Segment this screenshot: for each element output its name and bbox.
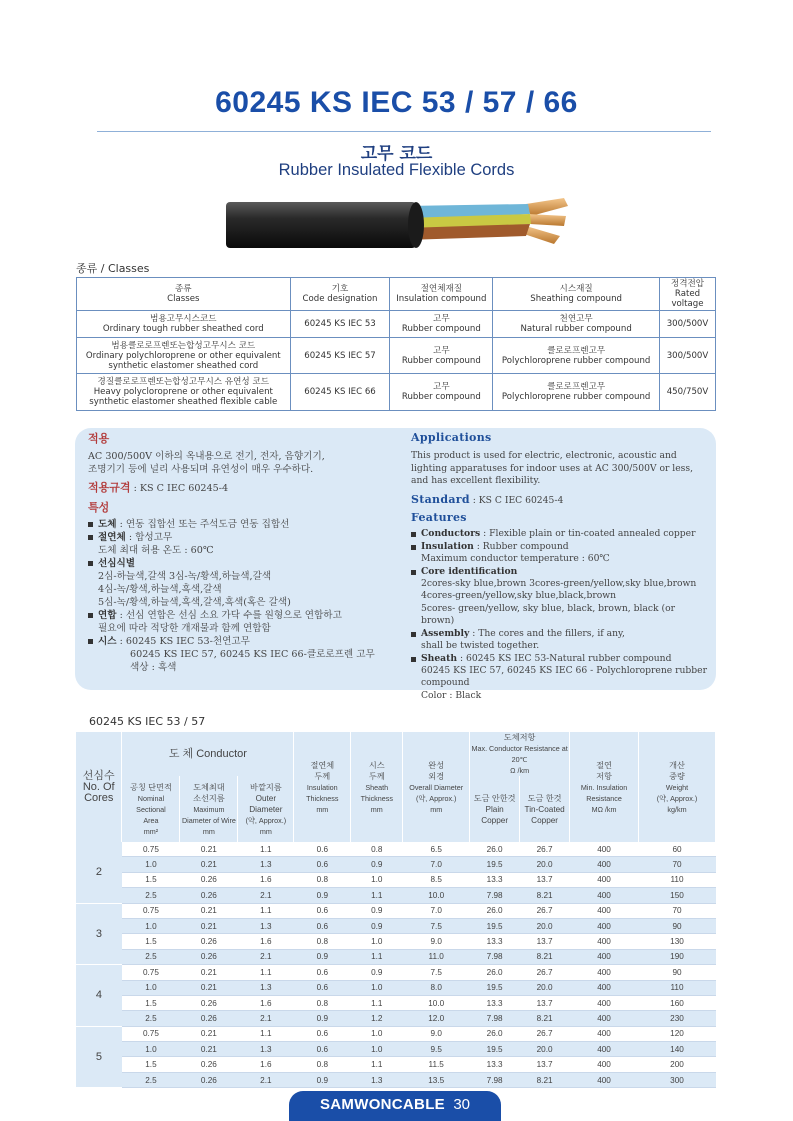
table-cell: 0.9 <box>294 949 351 964</box>
table-cell: 0.8 <box>351 842 403 857</box>
table-cell: 400 <box>570 949 639 964</box>
feature-item: 연합 : 선심 연합은 선심 소요 가닥 수를 원형으로 연합하고 <box>88 609 398 622</box>
feature-item: 시스 : 60245 KS IEC 53-천연고무 <box>88 635 398 648</box>
table-cell: 2.5 <box>122 949 180 964</box>
table-cell: 1.0 <box>122 980 180 995</box>
table-row <box>76 965 716 980</box>
table-cell: 90 <box>639 918 716 933</box>
table-cell: 9.5 <box>403 1042 470 1057</box>
table-cell: 1.1 <box>351 888 403 903</box>
table-cell: 1.0 <box>122 1042 180 1057</box>
cable-illustration <box>226 190 576 260</box>
table-cell: 26.7 <box>520 842 570 857</box>
table-cell: 26.0 <box>470 965 520 980</box>
class-code: 60245 KS IEC 53 <box>290 311 390 338</box>
table-cell: 19.5 <box>470 857 520 872</box>
header-voltage: 정격전압 Rated voltage <box>660 278 716 311</box>
table-row <box>76 872 716 887</box>
table-cell: 8.0 <box>403 980 470 995</box>
applications-title-ko: 적용 <box>88 432 110 445</box>
subtitle-english: Rubber Insulated Flexible Cords <box>278 161 515 179</box>
table-cell: 1.3 <box>238 980 294 995</box>
standard-title-ko: 적용규격 <box>88 481 131 494</box>
table-cell: 13.3 <box>470 872 520 887</box>
class-code: 60245 KS IEC 57 <box>290 338 390 374</box>
table-cell: 8.21 <box>520 1072 570 1087</box>
table-cell: 400 <box>570 857 639 872</box>
table-cell: 1.1 <box>238 965 294 980</box>
insulated-cores <box>406 204 531 240</box>
table-cell: 9.0 <box>403 934 470 949</box>
cores-count: 2 <box>76 842 122 903</box>
table-cell: 0.9 <box>294 1072 351 1087</box>
table-cell: 0.21 <box>180 1026 238 1041</box>
feature-item: Sheath : 60245 KS IEC 53-Natural rubber compound <box>411 653 709 665</box>
header-weight: 개산 중량 Weight (약, Approx.) kg/km <box>639 732 716 842</box>
class-voltage: 450/750V <box>660 374 716 411</box>
table-cell: 1.6 <box>238 995 294 1010</box>
table-cell: 20.0 <box>520 918 570 933</box>
table-cell: 400 <box>570 934 639 949</box>
table-cell: 2.5 <box>122 1072 180 1087</box>
table-cell: 0.9 <box>351 918 403 933</box>
table-cell: 7.5 <box>403 918 470 933</box>
table-cell: 8.21 <box>520 949 570 964</box>
table-row <box>76 1026 716 1041</box>
table-cell: 400 <box>570 995 639 1010</box>
table-cell: 1.6 <box>238 1057 294 1072</box>
table-cell: 13.7 <box>520 934 570 949</box>
feature-item: Insulation : Rubber compound <box>411 541 709 553</box>
table-cell: 1.0 <box>351 980 403 995</box>
table-cell: 130 <box>639 934 716 949</box>
table-cell: 0.26 <box>180 1072 238 1087</box>
table-cell: 7.5 <box>403 965 470 980</box>
table-cell: 400 <box>570 965 639 980</box>
table-cell: 20.0 <box>520 1042 570 1057</box>
table-cell: 10.0 <box>403 888 470 903</box>
table-cell: 0.75 <box>122 965 180 980</box>
footer-brand: SAMWONCABLE <box>320 1096 445 1113</box>
table-cell: 7.98 <box>470 888 520 903</box>
table-cell: 0.8 <box>294 934 351 949</box>
footer <box>289 1096 501 1113</box>
table-cell: 2.1 <box>238 949 294 964</box>
table-cell: 0.21 <box>180 842 238 857</box>
table-row <box>76 1057 716 1072</box>
table-cell: 0.21 <box>180 965 238 980</box>
class-name: 경질클로로프렌또는합성고무시스 유연성 코드 Heavy polycloroprene or other equivalent synthetic elastomer sheathed flexible cable <box>77 374 291 411</box>
class-sheath: 천연고무 Natural rubber compound <box>493 311 660 338</box>
table-cell: 2.5 <box>122 1011 180 1026</box>
applications-title-en: Applications <box>411 431 492 444</box>
table-cell: 190 <box>639 949 716 964</box>
table-cell: 1.3 <box>238 1042 294 1057</box>
table-cell: 110 <box>639 872 716 887</box>
table-cell: 1.1 <box>238 903 294 918</box>
table-cell: 1.1 <box>238 842 294 857</box>
class-insulation: 고무 Rubber compound <box>390 338 493 374</box>
table-cell: 13.5 <box>403 1072 470 1087</box>
table-cell: 1.5 <box>122 1057 180 1072</box>
class-voltage: 300/500V <box>660 338 716 374</box>
cores-count: 4 <box>76 965 122 1027</box>
table-cell: 0.26 <box>180 888 238 903</box>
table-cell: 0.9 <box>294 888 351 903</box>
table-row <box>76 918 716 933</box>
table-cell: 1.1 <box>351 949 403 964</box>
feature-item: Assembly : The cores and the fillers, if any, <box>411 628 709 640</box>
table-cell: 1.3 <box>238 918 294 933</box>
table-cell: 26.0 <box>470 1026 520 1041</box>
table-cell: 0.26 <box>180 1011 238 1026</box>
table-cell: 0.6 <box>294 980 351 995</box>
class-code: 60245 KS IEC 66 <box>290 374 390 411</box>
table-row <box>76 1072 716 1087</box>
feature-item: 도체 : 연동 집합선 또는 주석도금 연동 집합선 <box>88 518 398 531</box>
table-cell: 8.5 <box>403 872 470 887</box>
table-cell: 12.0 <box>403 1011 470 1026</box>
table-cell: 400 <box>570 1026 639 1041</box>
table-cell: 400 <box>570 1042 639 1057</box>
table-cell: 1.5 <box>122 934 180 949</box>
standard-title-en: Standard <box>411 492 470 506</box>
class-sheath: 클로로프렌고무 Polychloroprene rubber compound <box>493 374 660 411</box>
cores-count: 5 <box>76 1026 122 1088</box>
header-outer-diameter: 바깥지름 Outer Diameter (약, Approx.) mm <box>238 776 294 842</box>
sheath-end <box>408 202 424 248</box>
table-row <box>76 1011 716 1026</box>
table-cell: 20.0 <box>520 857 570 872</box>
table-cell: 1.0 <box>351 1042 403 1057</box>
table-cell: 20.0 <box>520 980 570 995</box>
table-cell: 13.7 <box>520 1057 570 1072</box>
header-plain-copper: 도금 안한것 Plain Copper <box>470 776 520 842</box>
header-resistance: 도체저항 Max. Conductor Resistance at 20℃ Ω /km <box>471 733 568 775</box>
table-cell: 2.1 <box>238 888 294 903</box>
table-cell: 1.0 <box>351 872 403 887</box>
table-cell: 2.1 <box>238 1072 294 1087</box>
class-name: 범용클로로프렌또는합성고무시스 코드 Ordinary polychloroprene or other equivalent synthetic elastomer sheathed cord <box>77 338 291 374</box>
class-sheath: 클로로프렌고무 Polychloroprene rubber compound <box>493 338 660 374</box>
table-cell: 1.0 <box>351 1026 403 1041</box>
class-name: 범용고무시스코드 Ordinary tough rubber sheathed cord <box>77 311 291 338</box>
table-row <box>76 949 716 964</box>
english-description: Applications This product is used for electric, electronic, acoustic and lighting apparatuses for indoor uses at AC 300/500V or less, and has excellent flexibility. Standard : KS C IEC 60245-4 Features Conductors : Flexible plain or tin-coated annealed copper Insulation : Rubber compound Maximum conductor temperature : 60℃ Core identification 2cores-sky blue,brown 3cores-green/yellow,sky blue,brown 4cores-green/yellow,sky blue,black,brown 5cores- green/yellow, sky blue, black, brown, black (or brown) Assembly : The cores and the fillers, if any, shall be twisted together. Sheath : 60245 KS IEC 53-Natural rubber compound 60245 KS IEC 57, 60245 KS IEC 66 - Polychloroprene rubber compound Color : Black <box>411 431 708 701</box>
header-sheath-thickness: 시스 두께 Sheath Thickness mm <box>351 732 403 842</box>
table-cell: 1.3 <box>351 1072 403 1087</box>
table-cell: 11.0 <box>403 949 470 964</box>
feature-item: Core identification <box>411 566 709 578</box>
table-row <box>76 980 716 995</box>
table-cell: 400 <box>570 918 639 933</box>
table-row <box>76 1042 716 1057</box>
table-cell: 60 <box>639 842 716 857</box>
table-row <box>76 934 716 949</box>
table-cell: 1.5 <box>122 872 180 887</box>
table-cell: 11.5 <box>403 1057 470 1072</box>
table-cell: 0.9 <box>294 1011 351 1026</box>
classes-header-row <box>77 278 716 311</box>
table-cell: 0.6 <box>294 1042 351 1057</box>
table-cell: 1.1 <box>351 1057 403 1072</box>
table-cell: 0.8 <box>294 872 351 887</box>
header-tin-copper: 도금 한것 Tin-Coated Copper <box>520 776 570 842</box>
table-cell: 300 <box>639 1072 716 1087</box>
table-cell: 0.21 <box>180 903 238 918</box>
table-cell: 7.98 <box>470 1011 520 1026</box>
header-sheathing: 시스재질 Sheathing compound <box>493 278 660 311</box>
dimensions-header <box>76 732 716 842</box>
table-cell: 9.0 <box>403 1026 470 1041</box>
table-cell: 400 <box>570 1072 639 1087</box>
table-cell: 0.75 <box>122 903 180 918</box>
table-cell: 1.5 <box>122 995 180 1010</box>
header-nominal-area: 공칭 단면적 Nominal Sectional Area mm² <box>122 776 180 842</box>
table-cell: 13.3 <box>470 1057 520 1072</box>
table-cell: 0.6 <box>294 857 351 872</box>
table-cell: 140 <box>639 1042 716 1057</box>
table-cell: 26.7 <box>520 965 570 980</box>
table-cell: 26.0 <box>470 842 520 857</box>
header-classes: 종류 Classes <box>77 278 291 311</box>
classes-row <box>77 338 716 374</box>
header-code: 기호 Code designation <box>290 278 390 311</box>
table-cell: 26.7 <box>520 1026 570 1041</box>
table-row <box>76 888 716 903</box>
feature-item: 절연체 : 합성고무 <box>88 531 398 544</box>
table-cell: 0.8 <box>294 1057 351 1072</box>
cable-sheath <box>226 202 416 248</box>
classes-table <box>76 277 716 411</box>
table-cell: 0.75 <box>122 842 180 857</box>
page-number: 30 <box>453 1096 470 1113</box>
table-cell: 7.0 <box>403 903 470 918</box>
page-title: 60245 KS IEC 53 / 57 / 66 <box>215 86 578 119</box>
table-cell: 8.21 <box>520 1011 570 1026</box>
table-cell: 1.0 <box>122 918 180 933</box>
header-cores: 선심수 No. Of Cores <box>76 732 122 842</box>
table-cell: 1.2 <box>351 1011 403 1026</box>
table-cell: 7.98 <box>470 1072 520 1087</box>
header-wire-diameter: 도체최대 소선지름 Maximum Diameter of Wire mm <box>180 776 238 842</box>
table-cell: 0.6 <box>294 842 351 857</box>
table-cell: 1.1 <box>238 1026 294 1041</box>
table-cell: 0.26 <box>180 949 238 964</box>
table-cell: 1.6 <box>238 934 294 949</box>
table-cell: 0.8 <box>294 995 351 1010</box>
features-title-ko: 특성 <box>88 501 110 514</box>
table-cell: 1.6 <box>238 872 294 887</box>
table-cell: 400 <box>570 1011 639 1026</box>
table-cell: 400 <box>570 872 639 887</box>
table-cell: 0.26 <box>180 995 238 1010</box>
table-cell: 0.75 <box>122 1026 180 1041</box>
header-insulation-resistance: 절연 저항 Min. Insulation Resistance MΩ /km <box>570 732 639 842</box>
table-cell: 1.3 <box>238 857 294 872</box>
subtitle-korean: 고무 코드 <box>360 144 433 164</box>
table-cell: 0.21 <box>180 980 238 995</box>
table-cell: 7.0 <box>403 857 470 872</box>
header-insulation-thickness: 절연체 두께 Insulation Thickness mm <box>294 732 351 842</box>
table-cell: 0.26 <box>180 872 238 887</box>
table-cell: 0.21 <box>180 1042 238 1057</box>
table-cell: 90 <box>639 965 716 980</box>
table-cell: 400 <box>570 888 639 903</box>
table-cell: 0.6 <box>294 965 351 980</box>
table-cell: 0.9 <box>351 965 403 980</box>
table-cell: 0.26 <box>180 934 238 949</box>
table-cell: 10.0 <box>403 995 470 1010</box>
table-cell: 400 <box>570 842 639 857</box>
table-cell: 230 <box>639 1011 716 1026</box>
table-cell: 110 <box>639 980 716 995</box>
table-cell: 6.5 <box>403 842 470 857</box>
table-cell: 0.6 <box>294 918 351 933</box>
table-cell: 0.9 <box>351 903 403 918</box>
features-title-en: Features <box>411 511 467 525</box>
table-cell: 0.26 <box>180 1057 238 1072</box>
header-conductor: 도 체 Conductor <box>122 732 294 776</box>
table-cell: 200 <box>639 1057 716 1072</box>
dimensions-table <box>76 732 716 1088</box>
table-cell: 0.6 <box>294 1026 351 1041</box>
table-cell: 1.0 <box>351 934 403 949</box>
table-cell: 0.6 <box>294 903 351 918</box>
table-cell: 1.1 <box>351 995 403 1010</box>
table-row <box>76 995 716 1010</box>
table-cell: 1.0 <box>122 857 180 872</box>
dimensions-label: 60245 KS IEC 53 / 57 <box>89 715 206 728</box>
header-overall-diameter: 완성 외경 Overall Diameter (약, Approx.) mm <box>403 732 470 842</box>
table-cell: 26.7 <box>520 903 570 918</box>
table-cell: 19.5 <box>470 918 520 933</box>
class-voltage: 300/500V <box>660 311 716 338</box>
cores-count: 3 <box>76 903 122 965</box>
table-cell: 70 <box>639 857 716 872</box>
table-cell: 13.3 <box>470 934 520 949</box>
table-cell: 400 <box>570 1057 639 1072</box>
title-divider <box>97 131 711 132</box>
table-cell: 400 <box>570 980 639 995</box>
table-cell: 160 <box>639 995 716 1010</box>
table-cell: 13.7 <box>520 872 570 887</box>
table-cell: 13.7 <box>520 995 570 1010</box>
table-row <box>76 857 716 872</box>
table-row <box>76 903 716 918</box>
table-cell: 70 <box>639 903 716 918</box>
classes-row <box>77 374 716 411</box>
dimensions-body <box>76 842 716 1088</box>
table-cell: 0.21 <box>180 857 238 872</box>
table-cell: 0.21 <box>180 918 238 933</box>
table-cell: 13.3 <box>470 995 520 1010</box>
feature-item: Conductors : Flexible plain or tin-coated annealed copper <box>411 528 709 540</box>
table-cell: 8.21 <box>520 888 570 903</box>
table-cell: 19.5 <box>470 980 520 995</box>
classes-label: 종류 / Classes <box>76 262 150 275</box>
classes-row <box>77 311 716 338</box>
table-cell: 7.98 <box>470 949 520 964</box>
korean-description: 적용 AC 300/500V 이하의 옥내용으로 전기, 전자, 음향기기, 조명기기 등에 널리 사용되며 유연성이 매우 우수하다. 적용규격 : KS C IEC 60245-4 특성 도체 : 연동 집합선 또는 주석도금 연동 집합선 절연체 : 합성고무 도체 최대 허용 온도 : 60℃ 선심식별 2심-하늘색,갈색 3심-녹/황색,하늘색,갈색 4심-녹/황색,하늘색,흑색,갈색 5심-녹/황색,하늘색,흑색,갈색,흑색(혹은 갈색) 연합 : 선심 연합은 선심 소요 가닥 수를 원형으로 연합하고 필요에 따라 적당한 개재물과 함께 연합함 시스 : 60245 KS IEC 53-천연고무 60245 KS IEC 57, 60245 KS IEC 66-클로로프렌 고무 색상 : 흑색 <box>88 432 398 674</box>
table-cell: 19.5 <box>470 1042 520 1057</box>
class-insulation: 고무 Rubber compound <box>390 374 493 411</box>
feature-item: 선심식별 <box>88 557 398 570</box>
table-cell: 0.9 <box>351 857 403 872</box>
table-cell: 120 <box>639 1026 716 1041</box>
table-cell: 150 <box>639 888 716 903</box>
table-row <box>76 842 716 857</box>
header-insulation: 절연체재질 Insulation compound <box>390 278 493 311</box>
table-cell: 26.0 <box>470 903 520 918</box>
table-cell: 2.1 <box>238 1011 294 1026</box>
table-cell: 2.5 <box>122 888 180 903</box>
table-cell: 400 <box>570 903 639 918</box>
class-insulation: 고무 Rubber compound <box>390 311 493 338</box>
